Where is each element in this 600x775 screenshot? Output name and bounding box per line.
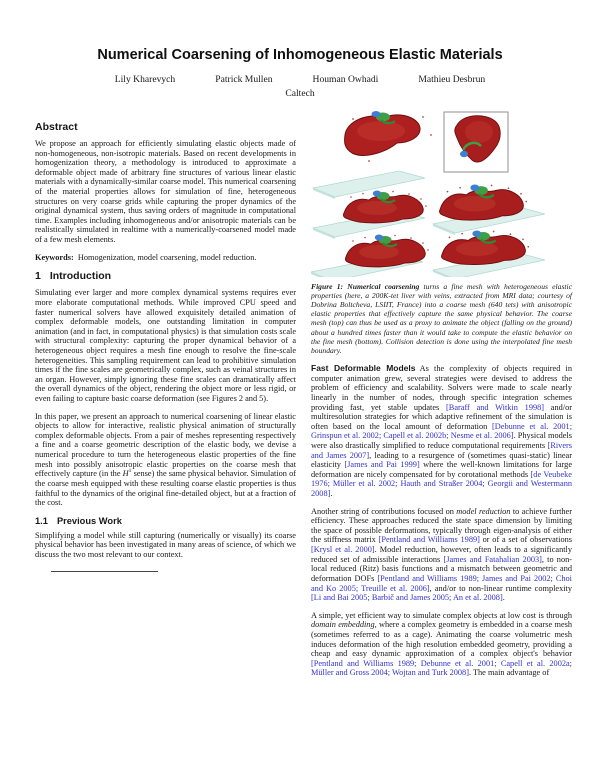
title-block [0,0,600,99]
rest-liver-render [345,235,428,267]
text-segment: turns a fine mesh with heterogeneous elastic properties (here, a 200K-tet liver with veins, extracted from MRI data; courtesy of Dobrina Boltcheva, LSIIT, France) into a coarse mesh (640 tets) with anisotropic elastic properties that effectively capture the same physical behavior. The coarse mesh (top) can thus be used as a proxy to animate the object (falling on the ground) about a hundred times faster than it would take to compute the elastic behavior on the fine mesh (bottom). Collision detection is done using the interpolated fine mesh boundary. [311,282,572,355]
text-segment: sense) the same physical behavior. Simulation of the coarse mesh equipped with these resulting coarse elastic properties is thus faithful to the dynamics of the original fine-detailed object, but at a fraction of the cost. [35,469,296,508]
subsection-heading-previous-work [35,516,296,526]
text-segment: Homogenization, model coarsening, model reduction. [73,252,257,262]
text-segment: H [122,469,129,479]
keywords-line [35,253,296,263]
coarse-liver-falling-render [345,111,432,162]
fast-deformable-models-paragraph [311,364,572,499]
citation-link[interactable]: [Pentland and Williams 1989; James and Pai 2002; Choi and Ko 2005; Treuille et al. 2006] [311,573,572,593]
text-segment: . Model reduction, however, often leads to a significantly reduced set of admissible interactions [311,545,572,564]
citation-link[interactable]: [de Veubeke 1976; Müller et al. 2002; Hauth and Straßer 2004; Georgii and Westermann 2008] [311,469,572,499]
author-name: Lily Kharevych [114,74,176,85]
citation-link[interactable]: [Li and Bai 2005; Barbič and James 2005; An et al. 2008] [311,593,503,603]
text-segment: or of a set of observations [479,535,572,545]
domain-embedding-paragraph [311,611,572,678]
text-segment: Simulating ever larger and more complex dynamical systems requires ever more elaborate computational methods. While improved CPU speed and faster numerical solvers have allowed exquisitely detailed animation of complex deformable models, one outstanding limitation in computer animation (and in fact, in computational physics) is that simulation costs scale with structural complexity: capturing the proper dynamical behavior of a heterogeneous object requires a mesh fine enough to resolve the fine-scale heterogeneities. This sampling requirement can lead to prohibitive simulation times if the fine scales are geometrically complex, such as veinal structures in an organ. However, simply ignoring these fine scales can dramatically affect the overall dynamics of the object, rendering the object more or less rigid, or even failing to capture basic coarse deformation (see Figures 2 and 5). [35,288,296,404]
text-segment: model reduction [456,506,511,516]
citation-link[interactable]: [Pentland and Williams 1989] [378,535,480,545]
text-segment: . [330,489,333,499]
rest-liver-render [442,230,530,264]
section-number: 1.1 [35,515,48,526]
text-segment: , leading to a resurgence of (sometimes quasi-static) linear elasticity [311,450,572,470]
text-segment: , and/or to non-linear runtime complexity [429,583,572,593]
text-segment: . Physical models were also drastically simplified to reduce computational requirements [311,431,572,450]
text-segment: Simplifying a model while still capturing (numerically or visually) its coarse physical behavior has been investigated in many areas of science, of which we discuss the two most relevant to our context. [35,530,296,559]
text-segment: A simple, yet efficient way to simulate complex objects at low cost is through [311,610,572,620]
text-segment: domain embedding [311,620,375,630]
text-segment: Numerical coarsening [347,282,424,291]
figure-1-caption [311,282,572,355]
text-segment: to achieve further efficiency. These approaches reduced the state space dimension by limiting the space of possible deformations, typically through eigen-analysis of either the stiffness matrix [311,506,573,545]
text-segment: . The main advantage of [468,668,550,678]
citation-link[interactable]: [James and Pai 1999] [344,460,420,470]
section-label: Previous Work [56,515,122,526]
text-segment: As the complexity of objects required in computer animation grew, several strategies were devised to address the problem of efficiency and scalability. Solvers were made to scale nearly linearly in the number of nodes, through specific integration schemes providing fast, yet stable updates [311,363,572,412]
deformed-liver-render [440,184,528,220]
author-list [0,74,600,85]
author-name: Patrick Mullen [215,74,273,85]
text-segment: Another string of contributions focused on [311,506,457,516]
text-segment: 1 [128,468,132,475]
abstract-heading: Abstract [35,121,78,133]
text-segment: Fast Deformable Models [311,362,416,373]
text-segment: Figure 1: [311,282,348,291]
intro-paragraph-1 [35,288,296,403]
text-segment: In this paper, we present an approach to numerical coarsening of linear elastic objects to allow for interactive, realistic physical animation of structurally complex deformable objects. From a pair of meshes representing respectively a fine and a coarse geometric description of the elastic body, we devise a numerical procedure to turn the heterogeneous elastic properties of the fine mesh into possibly anisotropic elastic properties on the coarse mesh that effectively capture (in the [35,411,296,479]
right-column [311,111,572,686]
citation-link[interactable]: [Krysl et al. 2000] [311,545,375,555]
figure-1 [311,111,572,355]
citation-link[interactable]: [Pentland and Williams 1989; Debunne et al. 2001; Capell et al. 2002a; Müller and Gross 2004; Wojtan and Turk 2008] [311,658,572,678]
paper-title: Numerical Coarsening of Inhomogeneous Elastic Materials [97,47,503,63]
text-segment: , where a complex geometry is embedded in a coarse mesh (sometimes referred to as a cage). Animating the coarse volumetric mesh induces deformation of the high resolution embedded geometry, providing a cheap and easy dynamic approximation of a complex object's behavior [311,620,573,659]
affiliation: Caltech [285,88,315,99]
section-label: Introduction [49,270,112,283]
citation-link[interactable]: [James and Fatahalian 2003] [443,554,542,564]
text-segment: , to non-local reduced (Ritz) basis functions and a mismatch between geometric and deformation DOFs [311,554,573,583]
two-column-layout [0,99,600,686]
section-number: 1 [35,270,41,283]
abstract-text [35,139,296,245]
section-heading-introduction [35,270,296,282]
text-segment: where the well-known limitations for large deformation are nicely compensated for by corotational methods [311,460,573,479]
intro-paragraph-2 [35,412,296,508]
citation-link[interactable]: [Baraff and Witkin 1998] [446,402,545,412]
figure-1-image [311,111,572,277]
footnote-rule [51,571,158,572]
left-column [35,111,296,686]
ground-plane [313,171,425,199]
previous-work-paragraph [35,531,296,560]
model-reduction-paragraph [311,507,572,603]
author-name: Mathieu Desbrun [418,74,486,85]
text-segment: . [502,593,505,603]
text-segment: Keywords: [35,252,74,262]
citation-link[interactable]: [Rivers and James 2007] [311,441,572,460]
text-segment: We propose an approach for efficiently simulating elastic objects made of non-homogeneous, non-isotropic materials. Based on recent developments in homogenization theory, a methodology is introduced to approximate a deformable object made of arbitrary fine structures of various linear elastic materials with a dynamically-similar coarse model. This numerical coarsening of the material properties allows for simulation of fine, heterogeneous structures on very coarse grids while capturing the proper dynamics of the original dynamical system, thus saving orders of magnitude in computational time. Examples including inhomogeneous and/or anisotropic materials can be realistically simulated in realtime with a numerically-coarsened model made of a few mesh elements. [35,139,296,245]
deformed-liver-render [343,191,426,223]
author-name: Houman Owhadi [312,74,379,85]
citation-link[interactable]: [Debunne et al. 2001; Grinspun et al. 2002; Capell et al. 2002b; Nesme et al. 2006] [311,421,572,441]
text-segment: and/or multiresolution strategies for which adaptive refinement of the simulation is often based on the local amount of deformation [311,402,572,431]
